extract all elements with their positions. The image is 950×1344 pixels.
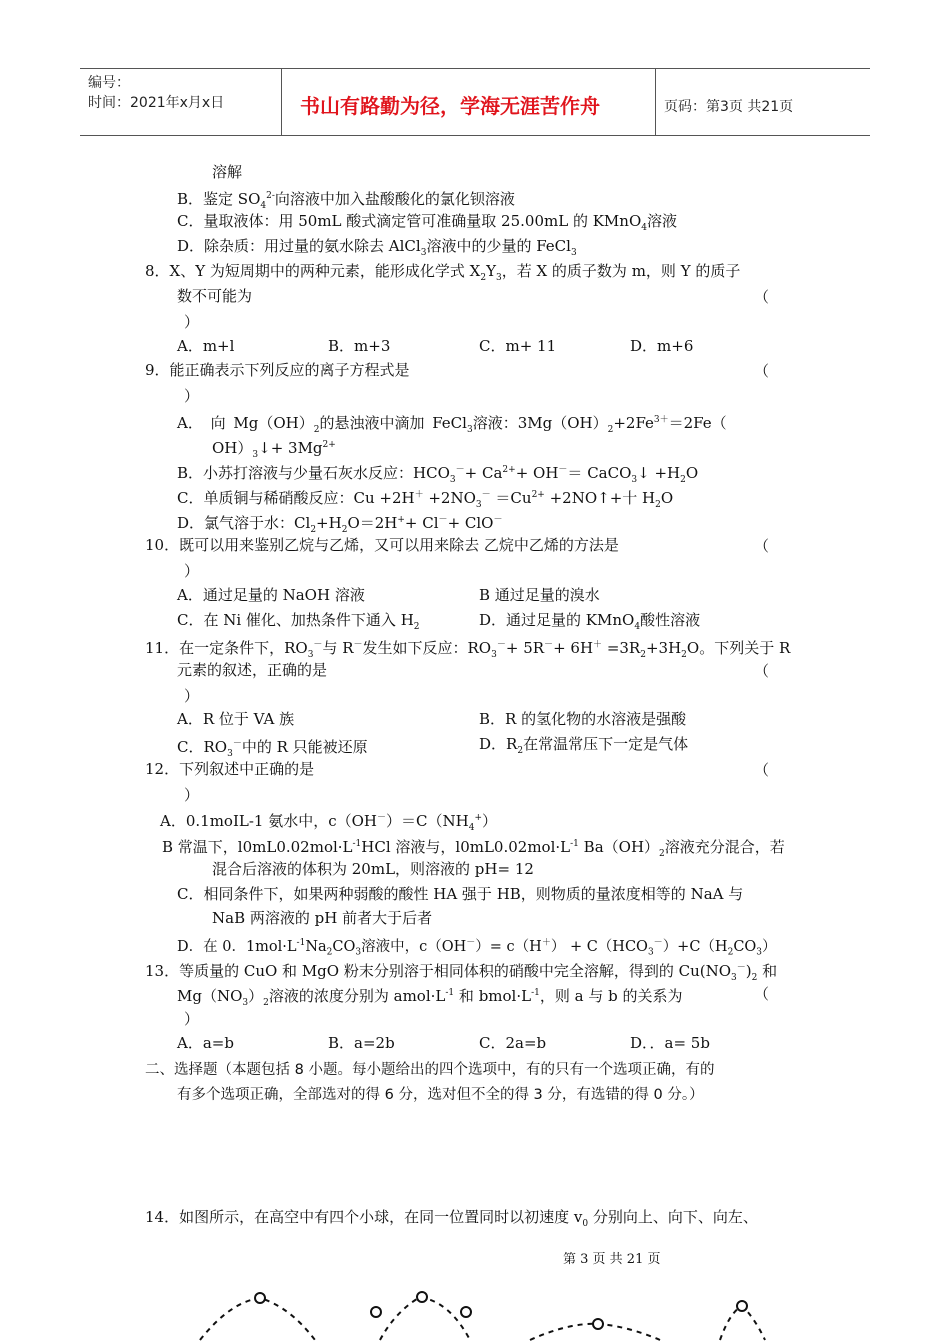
q14-stem: 14．如图所示，在高空中有四个小球，在同一位置同时以初速度 $v_0$ 分别向上、向下、向左、 bbox=[145, 1208, 758, 1229]
header-top-rule bbox=[80, 68, 870, 69]
q9-option-a: A． 向 $Mg(OH)_2$的悬浊液中滴加 FeCl$_3$溶液：$3Mg(OH)_2+2Fe^{3+}=2Fe$（ bbox=[177, 414, 727, 435]
q13-answer-paren-close: ） bbox=[184, 1010, 200, 1028]
q11-stem-cont: 元素的叙述，正确的是 bbox=[177, 661, 328, 679]
q12-option-b-cont: 混合后溶液的体积为 20mL，则溶液的 pH= 12 bbox=[212, 860, 534, 878]
q13-answer-paren-open: （ bbox=[754, 985, 770, 1003]
q13-stem-cont: $Mg(NO_3)_2$溶液的浓度分别为 $amol\cdot L^{-1}$ 和 $bmol\cdot L^{-1}$，则 a 与 b 的关系为 bbox=[177, 987, 683, 1008]
header-bottom-rule bbox=[80, 135, 870, 136]
ball-4 bbox=[737, 1301, 747, 1311]
q10-option-d: D．通过足量的 KMnO$_4$酸性溶液 bbox=[479, 611, 701, 632]
q8-answer-paren-open: （ bbox=[754, 288, 770, 306]
trajectory-2 bbox=[380, 1297, 470, 1340]
q11-stem: 11．在一定条件下，$RO_3^-$与 R－发生如下反应：$RO_3^-+ 5R^-+ 6H^+ =3R_2+3H_2O$。下列关于 R bbox=[145, 639, 791, 660]
ball-1 bbox=[255, 1293, 265, 1303]
q13-option-c: C．2a=b bbox=[479, 1034, 547, 1052]
q7-option-b: B．鉴定 $SO_4^{2-}$向溶液中加入盐酸酸化的氯化钡溶液 bbox=[177, 190, 515, 211]
q11-answer-paren-close: ） bbox=[184, 687, 200, 705]
q12-answer-paren-open: （ bbox=[754, 761, 770, 779]
q8-answer-paren-close: ） bbox=[184, 313, 200, 331]
section-2-heading: 二、选择题（本题包括 8 小题。每小题给出的四个选项中，有的只有一个选项正确，有的 bbox=[145, 1062, 715, 1078]
q10-answer-paren-open: （ bbox=[754, 537, 770, 555]
q8-stem-cont: 数不可能为 bbox=[177, 287, 253, 305]
q13-option-a: A．a=b bbox=[177, 1034, 234, 1052]
q11-answer-paren-open: （ bbox=[754, 662, 770, 680]
q9-option-c: C．单质铜与稀硝酸反应：$Cu +2H^+ +2NO_3^- =Cu^{2+}$ +2NO↑+十 $H_2O$ bbox=[177, 489, 674, 510]
q12-option-d: D．在 0．$1mol\cdot L^{-1}Na_2CO_3$溶液中，$c(OH^-)= c(H^+) + C(HCO_3^-)+C(H_2CO_3)$ bbox=[177, 938, 777, 958]
q9-stem: 9．能正确表示下列反应的离子方程式是 bbox=[145, 361, 410, 379]
q13-option-b: B．a=2b bbox=[328, 1034, 395, 1052]
q8-option-a: A．m+l bbox=[177, 337, 235, 355]
page-info: 页码：第3页 共21页 bbox=[664, 99, 794, 115]
q10-option-b: B 通过足量的溴水 bbox=[479, 586, 600, 604]
section-2-heading-cont: 有多个选项正确，全部选对的得 6 分，选对但不全的得 3 分，有选错的得 0 分。） bbox=[177, 1087, 704, 1103]
q12-stem: 12．下列叙述中正确的是 bbox=[145, 760, 315, 778]
trajectory-1 bbox=[200, 1298, 315, 1340]
header-divider-left bbox=[281, 68, 282, 136]
q8-stem: 8．X、Y 为短周期中的两种元素，能形成化学式 $X_2Y_3$，若 X 的质子数为 m，则 Y 的质子 bbox=[145, 262, 741, 283]
q10-option-c: C．在 Ni 催化、加热条件下通入 $H_2$ bbox=[177, 611, 420, 632]
q11-option-a: A．R 位于 VA 族 bbox=[177, 710, 295, 728]
q9-option-b: B．小苏打溶液与少量石灰水反应：$HCO_3^-+ Ca^{2+}+ OH^-=$ CaCO$_3$↓ $+H_2O$ bbox=[177, 464, 699, 485]
ball-2a bbox=[371, 1307, 381, 1317]
q10-option-a: A．通过足量的 NaOH 溶液 bbox=[177, 586, 365, 604]
q12-answer-paren-close: ） bbox=[184, 786, 200, 804]
q7-option-c: C．量取液体：用 50mL 酸式滴定管可准确量取 25.00mL 的 KMnO$_4$溶液 bbox=[177, 212, 677, 233]
trajectory-figure bbox=[180, 1282, 840, 1344]
ball-2b bbox=[417, 1292, 427, 1302]
q9-option-a-cont: $OH)_3↓+ 3Mg^{2+}$ bbox=[212, 439, 336, 460]
q13-option-d: D．．a= 5b bbox=[630, 1034, 710, 1052]
q7-line-continued: 溶解 bbox=[212, 163, 243, 181]
q9-answer-paren-open: （ bbox=[754, 362, 770, 380]
q7-option-d: D．除杂质：用过量的氨水除去 AlCl$_3$溶液中的少量的 FeCl$_3$ bbox=[177, 237, 577, 258]
q11-option-b: B．R 的氢化物的水溶液是强酸 bbox=[479, 710, 687, 728]
q12-option-c-cont: NaB 两溶液的 pH 前者大于后者 bbox=[212, 909, 433, 927]
q9-option-d: D．氯气溶于水：$Cl_2+H_2O=2H^++ Cl^-+ ClO^-$ bbox=[177, 514, 503, 535]
ball-2c bbox=[461, 1307, 471, 1317]
q12-option-b: B 常温下，$l0mL0.02mol\cdot L^{-1}HCl$ 溶液与，$l0mL0.02mol\cdot L^{-1}$ $Ba(OH)_2$溶液充分混合，若 bbox=[162, 838, 785, 859]
q12-option-c: C．相同条件下，如果两种弱酸的酸性 HA 强于 HB，则物质的量浓度相等的 NaA 与 bbox=[177, 885, 744, 903]
q8-option-c: C．m+ 11 bbox=[479, 337, 557, 355]
q8-option-d: D．m+6 bbox=[630, 337, 694, 355]
q11-option-c: C．$RO_3^-$中的 R 只能被还原 bbox=[177, 738, 368, 759]
q13-stem: 13．等质量的 CuO 和 MgO 粉末分别溶于相同体积的硝酸中完全溶解，得到的 $Cu(NO_3^-)_2$ 和 bbox=[145, 962, 778, 983]
q10-stem: 10．既可以用来鉴别乙烷与乙烯，又可以用来除去 乙烷中乙烯的方法是 bbox=[145, 536, 619, 554]
header-motto: 书山有路勤为径，学海无涯苦作舟 bbox=[300, 94, 600, 118]
doc-date: 时间：2021年x月x日 bbox=[88, 95, 225, 111]
page-footer: 第 3 页 共 21 页 bbox=[563, 1252, 661, 1267]
q11-option-d: D．$R_2$在常温常压下一定是气体 bbox=[479, 735, 689, 756]
header-divider-right bbox=[655, 68, 656, 136]
ball-3 bbox=[593, 1319, 603, 1329]
doc-code-label: 编号： bbox=[88, 75, 130, 91]
q9-answer-paren-close: ） bbox=[184, 387, 200, 405]
q10-answer-paren-close: ） bbox=[184, 562, 200, 580]
q8-option-b: B．m+3 bbox=[328, 337, 391, 355]
q12-option-a: A．0.1moIL-1 氨水中，$c(OH^-)=C(NH_4^+)$ bbox=[160, 812, 497, 833]
